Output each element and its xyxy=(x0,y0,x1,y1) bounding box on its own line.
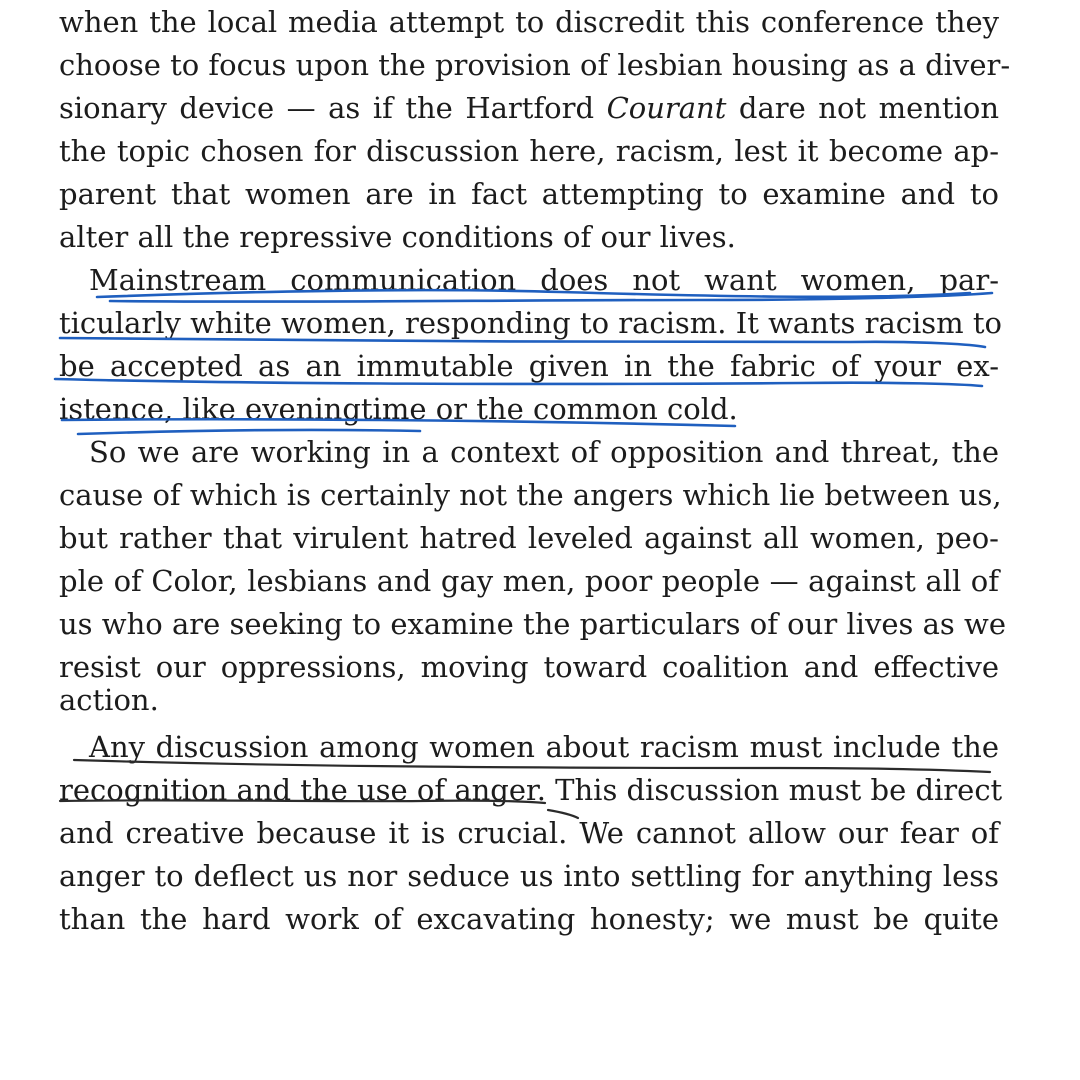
text-line: be accepted as an immutable given in the fabric of your ex- xyxy=(59,349,999,383)
text-line: ple of Color, lesbians and gay men, poor people — against all of xyxy=(59,564,999,598)
text-line: choose to focus upon the provision of lesbian housing as a diver- xyxy=(59,48,1011,82)
text-line: and creative because it is crucial. We cannot allow our fear of xyxy=(59,816,999,850)
text-line: than the hard work of excavating honesty; we must be quite xyxy=(59,902,999,936)
text-line: action. xyxy=(59,683,159,717)
text-line xyxy=(59,88,999,128)
text-line: the topic chosen for discussion here, racism, lest it become ap- xyxy=(59,134,999,168)
text-line: resist our oppressions, moving toward coalition and effective xyxy=(59,650,999,684)
text-line: Any discussion among women about racism must include the xyxy=(89,730,999,764)
newspaper-title: Courant xyxy=(606,91,727,125)
text-line: istence, like eveningtime or the common cold. xyxy=(59,392,738,426)
text-line: cause of which is certainly not the angers which lie between us, xyxy=(59,478,1002,512)
text-line: but rather that virulent hatred leveled against all women, peo- xyxy=(59,521,999,555)
text-line: anger to deflect us nor seduce us into settling for anything less xyxy=(59,859,999,893)
text-line: us who are seeking to examine the particulars of our lives as we xyxy=(59,607,1006,641)
text-segment: sionary device — as if the Hartford xyxy=(59,91,607,125)
text-line: ticularly white women, responding to racism. It wants racism to xyxy=(59,306,1002,340)
text-line: when the local media attempt to discredit this conference they xyxy=(59,5,999,39)
text-line: parent that women are in fact attempting to examine and to xyxy=(59,177,999,211)
text-line: recognition and the use of anger. This discussion must be direct xyxy=(59,773,1003,807)
text-line: alter all the repressive conditions of our lives. xyxy=(59,220,736,254)
text-segment: dare not mention xyxy=(726,91,999,125)
text-line: Mainstream communication does not want women, par- xyxy=(89,263,999,297)
text-line: So we are working in a context of opposition and threat, the xyxy=(89,435,999,469)
